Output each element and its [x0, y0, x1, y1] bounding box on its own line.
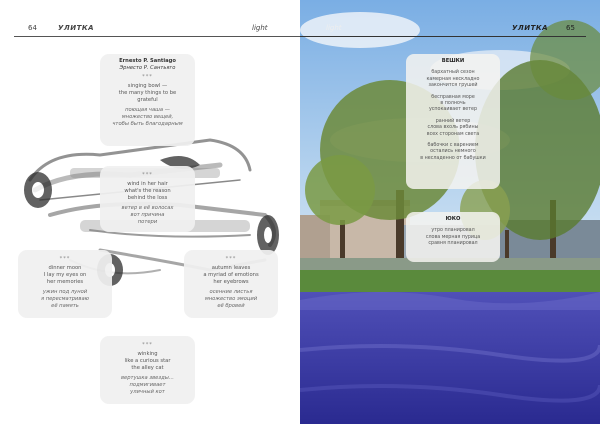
poem-1-ru [103, 107, 192, 128]
poem-card-3 [18, 250, 112, 318]
poem-line: grateful [137, 97, 158, 103]
poem-2-stars: *** [142, 172, 153, 178]
left-page-number: 64 [28, 24, 37, 32]
poem-1-en [103, 83, 192, 104]
left-header-rule [14, 36, 300, 37]
poem-line: ветер в её волосах [121, 205, 174, 211]
poem-line: в полночь [440, 101, 466, 107]
poem-line: her eyebrows [213, 279, 249, 285]
poem-line: слова вхоль рябины [427, 125, 479, 131]
left-header [0, 22, 300, 36]
poem-line: вертушка звезды… [121, 375, 174, 381]
poem-line: singing bowl — [127, 83, 168, 89]
poem-card-2 [100, 166, 195, 232]
haiku-card-yuko [406, 212, 500, 262]
right-header [300, 22, 600, 36]
poem-3-ru [21, 289, 109, 310]
poem-line: winking [137, 351, 158, 357]
poem-line: ранний ветер [435, 118, 471, 124]
poem-5-stars: *** [142, 342, 153, 348]
stanza [410, 119, 496, 138]
poem-line: камерная нескладно [426, 76, 480, 82]
poem-line: the alley cat [131, 365, 164, 371]
poem-line: I lay my eyes on [43, 272, 87, 278]
poem-line: бабочки с варением [427, 143, 479, 149]
poem-2-en [103, 181, 192, 202]
poem-line: закончится грушей [428, 83, 478, 89]
poem-line: ужин под луной [42, 289, 88, 295]
poem-line: её память [51, 303, 79, 309]
poem-line: like a curious star [124, 358, 171, 364]
poem-line: я пересматриваю [40, 296, 90, 302]
poem-line: what's the reason [124, 188, 171, 194]
card-title: ЮКО [445, 216, 461, 222]
poem-line: осенние листья [209, 289, 253, 295]
stanza [410, 143, 496, 162]
poem-line: a myriad of emotions [203, 272, 259, 278]
right-magazine-title: УЛИТКА [512, 24, 548, 32]
poem-line: потери [137, 219, 158, 225]
poem-line: бесправная море [431, 94, 475, 100]
poem-line: уличный кот [130, 389, 165, 395]
poem-line: всех сторонам света [426, 131, 480, 137]
poem-card-author [100, 54, 195, 146]
stanza [410, 95, 496, 114]
poem-line: слова мерная пурица [425, 234, 481, 240]
poem-3-stars: *** [59, 256, 71, 262]
left-magazine-title: УЛИТКА [58, 24, 94, 32]
haiku-card-veshki [406, 54, 500, 189]
poem-1-stars: *** [142, 74, 153, 80]
poem-card-5 [100, 336, 195, 404]
stanza [410, 70, 496, 89]
poem-line: утро планировал [431, 228, 475, 234]
right-page-number: 65 [566, 24, 575, 32]
poem-line: вот причина [130, 212, 165, 218]
poem-4-ru [187, 289, 275, 310]
poem-line: бархатный сезон [431, 70, 475, 76]
poem-5-en [103, 351, 192, 372]
poem-5-ru [103, 375, 192, 396]
poem-line: wind in her hair [127, 181, 168, 187]
card-title: ВЕШКИ [441, 58, 465, 64]
poem-line: остались немного [430, 149, 476, 155]
poem-card-4 [184, 250, 278, 318]
poem-4-en [187, 265, 275, 286]
poem-line: множество эмоций [204, 296, 258, 302]
poem-line: autumn leaves [211, 265, 251, 271]
right-page [300, 0, 600, 424]
poem-line: в несладенно от бабушки [420, 155, 486, 161]
poem-3-en [21, 265, 109, 286]
poem-line: её бровей [217, 303, 245, 309]
poem-line: поющая чаша — [125, 107, 170, 113]
author-name-ru: Эрнесто Р. Сантьяго [119, 65, 176, 71]
poem-line: подмигивает [129, 382, 166, 388]
poem-line: чтобы быть благодарным [112, 121, 183, 127]
poem-line: dinner moon [48, 265, 82, 271]
right-header-rule [300, 36, 586, 37]
poem-line: успокаивает ветер [428, 107, 478, 113]
poem-line: сравня планировал [428, 241, 478, 247]
poem-line: the many things to be [118, 90, 177, 96]
right-section-name: light [326, 24, 342, 32]
poem-line: множество вещей, [121, 114, 174, 120]
poem-line: behind the loss [127, 195, 168, 201]
poem-line: her memories [46, 279, 84, 285]
poem-2-ru [103, 205, 192, 226]
poem-4-stars: *** [225, 256, 237, 262]
author-name: Ernesto P. Santiago [119, 58, 176, 64]
left-section-name: light [252, 24, 268, 32]
